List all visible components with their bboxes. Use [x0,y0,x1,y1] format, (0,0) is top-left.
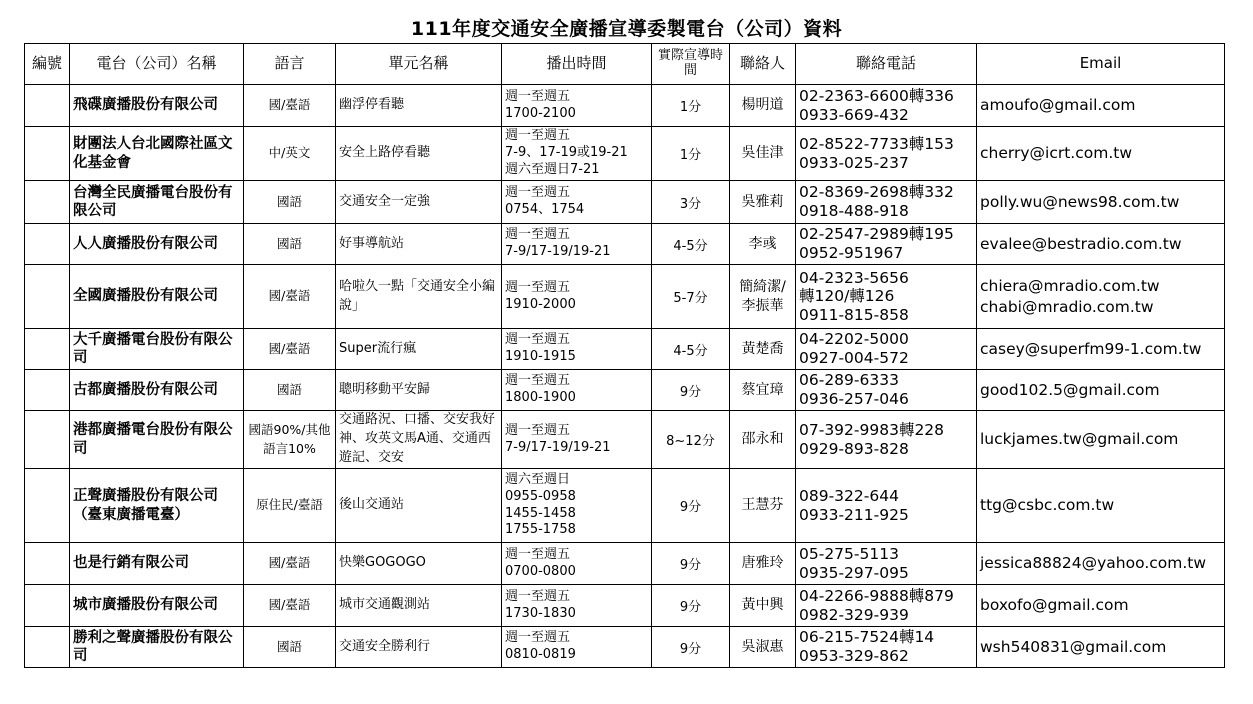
station-name-cell: 財團法人台北國際社區文化基金會 [70,127,244,181]
phone-line: 0918-488-918 [799,202,909,220]
duration-cell: 1分 [652,85,730,127]
phone-line: 02-2547-2989轉195 [799,225,954,244]
header-station: 電台（公司）名稱 [70,44,244,85]
duration-cell: 3分 [652,181,730,224]
phone-line: 0933-025-237 [799,153,909,172]
phone-cell [796,411,977,469]
table-row [25,181,1225,224]
airtime-line: 週一至週五 [505,373,571,389]
contact-person-cell: 蔡宜璋 [730,370,796,411]
airtime-cell [502,127,652,181]
phone-cell [796,85,977,127]
email-cell [977,585,1225,627]
phone-line: 07-392-9983轉228 [799,420,945,439]
unit-name-cell: 交通路況、口播、交安我好神、攻英文馬A通、交通西遊記、交安 [336,411,502,469]
phone-cell [796,265,977,329]
unit-name-cell: 好事導航站 [336,224,502,265]
email-line: wsh540831@gmail.com [980,637,1167,656]
airtime-line: 0955-0958 [505,488,576,504]
airtime-cell [502,329,652,370]
language-cell: 國/臺語 [244,543,336,585]
contact-person-cell: 吳淑惠 [730,627,796,668]
phone-line: 02-8369-2698轉332 [799,183,954,202]
table-row [25,370,1225,411]
language-cell: 國語 [244,627,336,668]
header-contact: 聯絡人 [730,44,796,85]
airtime-cell [502,181,652,224]
phone-line: 0929-893-828 [799,439,909,458]
phone-line: 06-215-7524轉14 [799,628,935,647]
phone-line: 02-2363-6600轉336 [799,86,954,105]
unit-name-cell: Super流行瘋 [336,329,502,370]
station-name-cell: 全國廣播股份有限公司 [70,265,244,329]
language-cell: 原住民/臺語 [244,469,336,543]
header-duration: 實際宣導時間 [652,44,730,85]
airtime-cell [502,543,652,585]
station-name-cell: 人人廣播股份有限公司 [70,224,244,265]
page-title: 111年度交通安全廣播宣導委製電台（公司）資料 [410,18,843,40]
contact-person-cell: 吳雅莉 [730,181,796,224]
phone-line: 06-289-6333 [799,371,899,390]
phone-line: 0982-329-939 [799,605,909,624]
airtime-line: 1700-2100 [505,105,576,121]
duration-cell: 9分 [652,585,730,627]
language-cell: 中/英文 [244,127,336,181]
table-row [25,127,1225,181]
airtime-line: 週一至週五 [505,422,571,438]
duration-cell: 9分 [652,469,730,543]
email-cell [977,469,1225,543]
phone-cell [796,585,977,627]
header-row [25,44,1225,85]
station-name-cell: 古都廣播股份有限公司 [70,370,244,411]
header-phone: 聯絡電話 [796,44,977,85]
table-row [25,627,1225,668]
airtime-cell [502,627,652,668]
email-cell [977,265,1225,329]
unit-name-cell: 快樂GOGOGO [336,543,502,585]
phone-line: 轉120/轉126 [799,287,895,306]
row-number-cell [25,127,70,181]
unit-name-cell: 幽浮停看聽 [336,85,502,127]
row-number-cell [25,329,70,370]
airtime-line: 0700-0800 [505,563,576,579]
phone-cell [796,127,977,181]
language-cell: 國/臺語 [244,85,336,127]
airtime-line: 週一至週五 [505,588,571,604]
header-unit: 單元名稱 [336,44,502,85]
phone-line: 05-275-5113 [799,544,899,563]
table-row [25,585,1225,627]
email-line: casey@superfm99-1.com.tw [980,339,1202,358]
station-name-cell: 正聲廣播股份有限公司（臺東廣播電臺） [70,469,244,543]
airtime-cell [502,469,652,543]
language-cell: 國/臺語 [244,265,336,329]
phone-cell [796,181,977,224]
row-number-cell [25,370,70,411]
duration-cell: 4-5分 [652,224,730,265]
airtime-cell [502,585,652,627]
contact-person-cell: 王慧芬 [730,469,796,543]
contact-person-cell: 楊明道 [730,85,796,127]
email-line: ttg@csbc.com.tw [980,496,1115,515]
station-name-cell: 城市廣播股份有限公司 [70,585,244,627]
contact-person-cell: 唐雅玲 [730,543,796,585]
contact-person-cell: 黃中興 [730,585,796,627]
row-number-cell [25,585,70,627]
email-cell [977,181,1225,224]
unit-name-cell: 交通安全一定強 [336,181,502,224]
duration-cell: 4-5分 [652,329,730,370]
phone-line: 02-8522-7733轉153 [799,134,954,153]
airtime-line: 週六至週日 [505,471,571,487]
row-number-cell [25,85,70,127]
duration-cell: 1分 [652,127,730,181]
contact-person-cell: 吳佳津 [730,127,796,181]
table-row [25,543,1225,585]
airtime-cell [502,370,652,411]
phone-line: 0911-815-858 [799,305,909,324]
row-number-cell [25,224,70,265]
email-cell [977,224,1225,265]
phone-line: 0927-004-572 [799,349,909,367]
phone-line: 04-2266-9888轉879 [799,586,954,605]
row-number-cell [25,627,70,668]
table-row [25,85,1225,127]
airtime-line: 週一至週五 [505,227,571,243]
stations-table [24,43,1225,668]
email-cell [977,85,1225,127]
station-name-cell: 也是行銷有限公司 [70,543,244,585]
email-line: chiera@mradio.com.tw [980,277,1160,296]
row-number-cell [25,181,70,224]
phone-cell [796,329,977,370]
email-line: polly.wu@news98.com.tw [980,192,1180,211]
airtime-line: 週一至週五 [505,88,571,104]
unit-name-cell: 後山交通站 [336,469,502,543]
email-cell [977,411,1225,469]
phone-line: 04-2323-5656 [799,268,909,287]
airtime-line: 0754、1754 [505,202,585,217]
airtime-line: 7-9/17-19/19-21 [505,439,611,455]
unit-name-cell: 城市交通觀測站 [336,585,502,627]
unit-name-cell: 交通安全勝利行 [336,627,502,668]
language-cell: 國語 [244,181,336,224]
duration-cell: 9分 [652,370,730,411]
language-cell: 國/臺語 [244,329,336,370]
station-name-cell: 勝利之聲廣播股份有限公司 [70,627,244,668]
airtime-line: 週一至週五 [505,630,571,646]
phone-cell [796,627,977,668]
email-line: boxofo@gmail.com [980,596,1129,615]
phone-line: 0935-297-095 [799,563,909,582]
phone-cell [796,543,977,585]
table-body [25,85,1225,668]
phone-line: 0952-951967 [799,244,904,262]
duration-cell: 9分 [652,543,730,585]
airtime-line: 1910-1915 [505,349,576,364]
airtime-cell [502,411,652,469]
phone-line: 0936-257-046 [799,390,909,408]
airtime-line: 7-9/17-19/19-21 [505,244,611,259]
email-line: evalee@bestradio.com.tw [980,234,1182,253]
email-line: cherry@icrt.com.tw [980,144,1133,163]
airtime-line: 週一至週五 [505,185,571,201]
airtime-line: 週一至週五 [505,279,571,295]
language-cell: 國語 [244,224,336,265]
language-cell: 國/臺語 [244,585,336,627]
duration-cell: 5-7分 [652,265,730,329]
phone-line: 04-2202-5000 [799,330,909,349]
airtime-line: 週一至週五 [505,546,571,562]
station-name-cell: 港都廣播電台股份有限公司 [70,411,244,469]
duration-cell: 8~12分 [652,411,730,469]
unit-name-cell: 安全上路停看聽 [336,127,502,181]
unit-name-cell: 哈啦久一點「交通安全小編說」 [336,265,502,329]
table-row [25,469,1225,543]
contact-person-cell: 黃楚喬 [730,329,796,370]
phone-line: 0933-211-925 [799,505,909,524]
phone-line: 089-322-644 [799,486,899,505]
airtime-cell [502,265,652,329]
phone-cell [796,469,977,543]
phone-cell [796,224,977,265]
table-row [25,265,1225,329]
email-line: chabi@mradio.com.tw [980,297,1154,316]
station-name-cell: 大千廣播電台股份有限公司 [70,329,244,370]
contact-person-cell: 邵永和 [730,411,796,469]
phone-line: 0933-669-432 [799,105,909,124]
language-cell: 國語 [244,370,336,411]
airtime-cell [502,85,652,127]
contact-person-cell: 簡綺潔/李振華 [730,265,796,329]
email-cell [977,329,1225,370]
phone-cell [796,370,977,411]
header-email: Email [977,44,1225,85]
row-number-cell [25,469,70,543]
email-line: amoufo@gmail.com [980,96,1136,115]
email-line: luckjames.tw@gmail.com [980,430,1179,449]
station-name-cell: 台灣全民廣播電台股份有限公司 [70,181,244,224]
header-language: 語言 [244,44,336,85]
email-cell [977,127,1225,181]
header-no: 編號 [25,44,70,85]
airtime-line: 週一至週五 [505,128,571,144]
email-line: jessica88824@yahoo.com.tw [980,554,1207,573]
airtime-line: 週六至週日7-21 [505,161,600,177]
header-airtime: 播出時間 [502,44,652,85]
duration-cell: 9分 [652,627,730,668]
unit-name-cell: 聰明移動平安歸 [336,370,502,411]
email-cell [977,543,1225,585]
station-name-cell: 飛碟廣播股份有限公司 [70,85,244,127]
airtime-line: 週一至週五 [505,332,571,348]
airtime-line: 1910-2000 [505,296,576,312]
table-row [25,224,1225,265]
email-cell [977,370,1225,411]
airtime-line: 1455-1458 [505,505,576,521]
row-number-cell [25,543,70,585]
airtime-cell [502,224,652,265]
email-cell [977,627,1225,668]
row-number-cell [25,411,70,469]
row-number-cell [25,265,70,329]
contact-person-cell: 李彧 [730,224,796,265]
airtime-line: 1800-1900 [505,390,576,405]
airtime-line: 7-9、17-19或19-21 [505,145,628,161]
phone-line: 0953-329-862 [799,647,909,665]
table-row [25,329,1225,370]
table-row [25,411,1225,469]
language-cell: 國語90%/其他語言10% [244,411,336,469]
airtime-line: 1730-1830 [505,605,576,621]
email-line: good102.5@gmail.com [980,380,1160,399]
airtime-line: 1755-1758 [505,522,576,538]
airtime-line: 0810-0819 [505,647,576,662]
